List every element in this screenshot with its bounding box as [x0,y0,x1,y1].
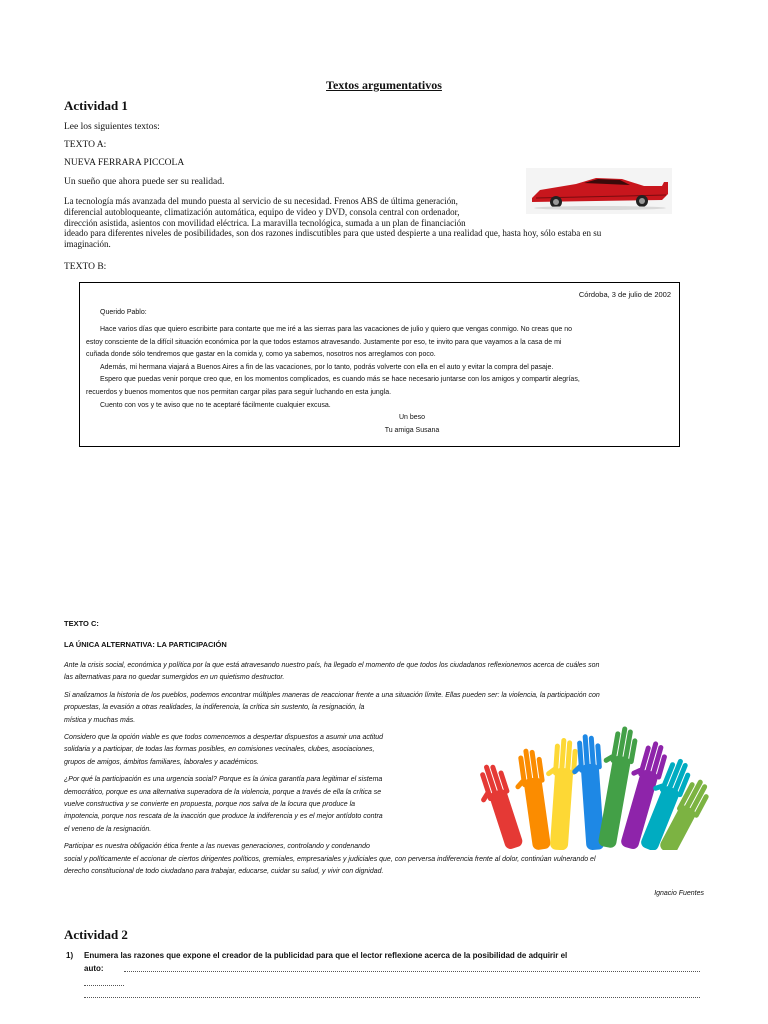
car-image [526,168,672,214]
texto-c-line: las alternativas para no quedar sumergidos en un quietismo destructor. [64,674,285,682]
letter-line: Hace varios días que quiero escribirte para contarte que me iré a las sierras para las vacaciones de julio y quiero que vengas conmigo. No creas que no [100,326,572,333]
texto-c-line: derecho constitucional de todo ciudadano para trabajar, educarse, cuidar su salud, y vivir con dignidad. [64,868,384,876]
texto-c-line: mística y muchas más. [64,716,136,724]
raised-hands-image [480,720,710,850]
letter-box [79,282,680,447]
letter-line: Espero que puedas venir porque creo que, en los momentos complicados, es cuando más se hace necesario juntarse con los amigos y compartir alegrías, [100,376,580,384]
texto-a-slogan: Un sueño que ahora puede ser su realidad. [64,177,225,187]
texto-b-label: TEXTO B: [64,262,107,272]
actividad-1-heading: Actividad 1 [64,98,128,113]
letter-greeting: Querido Pablo: [100,309,147,316]
texto-c-title: LA ÚNICA ALTERNATIVA: LA PARTICIPACIÓN [64,640,227,649]
texto-a-body-line: diferencial autobloqueante, climatización automática, equipo de video y DVD, consola central con ordenador, [64,206,460,217]
answer-line[interactable] [84,996,700,998]
letter-signature: Tu amiga Susana [384,426,440,434]
question-1-number: 1) [66,951,74,960]
question-1-text-line2: auto: [84,964,104,973]
letter-line: cuñada donde sólo tendremos que gastar en la comida y, como ya sabemos, nosotros nos arreglamos con poco. [86,351,436,359]
letter-closing: Un beso [398,414,426,422]
texto-a-body-line: imaginación. [64,239,111,250]
letter-line: estoy consciente de la difícil situación económica por la que todos estamos atravesando. Justamente por eso, te invito para que vayamos a la casa de mi [86,338,562,346]
answer-line[interactable] [124,970,700,972]
actividad-2-heading: Actividad 2 [64,927,128,942]
texto-c-line: Ante la crisis social, económica y política por la que está atravesando nuestro país, ha llegado el momento de que todos los ciudadanos reflexionemos acerca de cuáles son [64,662,600,669]
texto-c-line: propuestas, la evasión a otras realidades, la indiferencia, la crítica sin sustento, la resignación, la [64,704,365,712]
texto-c-label: TEXTO C: [64,619,99,628]
texto-c-line: vuelve constructiva y se convierte en propuesta, porque nos salva de la locura que produce la [64,801,356,809]
texto-c-line: ¿Por qué la participación es una urgencia social? Porque es la única garantía para legitimar el sistema [64,776,383,784]
texto-a-body-line: La tecnología más avanzada del mundo puesta al servicio de su necesidad. Frenos ABS de última generación, [64,196,458,206]
texto-c-line: democrático, porque es una alternativa superadora de la violencia, porque a través de ella la crítica se [64,788,382,796]
texto-c-line: Considero que la opción viable es que todos comencemos a despertar dispuestos a asumir una actitud [64,734,384,742]
texto-c-line: solidaria y a participar, de todas las formas posibles, en comisiones vecinales, clubes, asociaciones, [64,746,375,754]
texto-c-line: social y políticamente el accionar de ciertos dirigentes políticos, gremiales, empresariales y judiciales que, con perversa indiferencia frente al dolor, continúan vulnerando el [64,855,596,863]
actividad-1-intro: Lee los siguientes textos: [64,122,160,132]
texto-c-line: el veneno de la resignación. [64,825,152,833]
texto-c-line: impotencia, porque nos rescata de la inacción que produce la indiferencia y es el mejor antídoto contra [64,813,383,821]
document-title: Textos argumentativos [326,78,442,92]
texto-c-line: Si analizamos la historia de los pueblos, podemos encontrar múltiples maneras de reaccionar frente a una situación límite. Ellas pueden ser: la violencia, la participación con [64,691,600,699]
letter-line: recuerdos y buenos momentos que nos permitan cargar pilas para seguir luchando en esta jungla. [86,388,392,396]
letter-date: Córdoba, 3 de julio de 2002 [578,290,671,299]
letter-line: Cuento con vos y te aviso que no te aceptaré fácilmente cualquier excusa. [100,401,331,409]
question-1-text: Enumera las razones que expone el creador de la publicidad para que el lector reflexione acerca de la posibilidad de adquirir el [84,951,568,960]
texto-c-line: grupos de amigos, ámbitos familiares, laborales y académicos. [64,758,259,766]
texto-c-line: Participar es nuestra obligación ética frente a las nuevas generaciones, controlando y condenando [64,843,370,851]
texto-c-author: Ignacio Fuentes [654,890,704,897]
letter-line: Además, mi hermana viajará a Buenos Aires a fin de las vacaciones, por lo tanto, podrás volverte con ella en el auto y evitar la compra del pasaje. [100,363,554,371]
texto-a-body-line: ideado para diferentes niveles de posibilidades, son dos razones indiscutibles para que usted despierte a una realidad que, hasta hoy, sólo estaba en su [64,228,602,239]
answer-line[interactable] [84,984,124,986]
texto-a-title: NUEVA FERRARA PICCOLA [64,158,185,168]
texto-a-body-line: dirección asistida, asientos con movilidad eléctrica. La maravilla tecnológica, sumada a un plan de financiación [64,217,466,228]
texto-a-label: TEXTO A: [64,140,107,150]
